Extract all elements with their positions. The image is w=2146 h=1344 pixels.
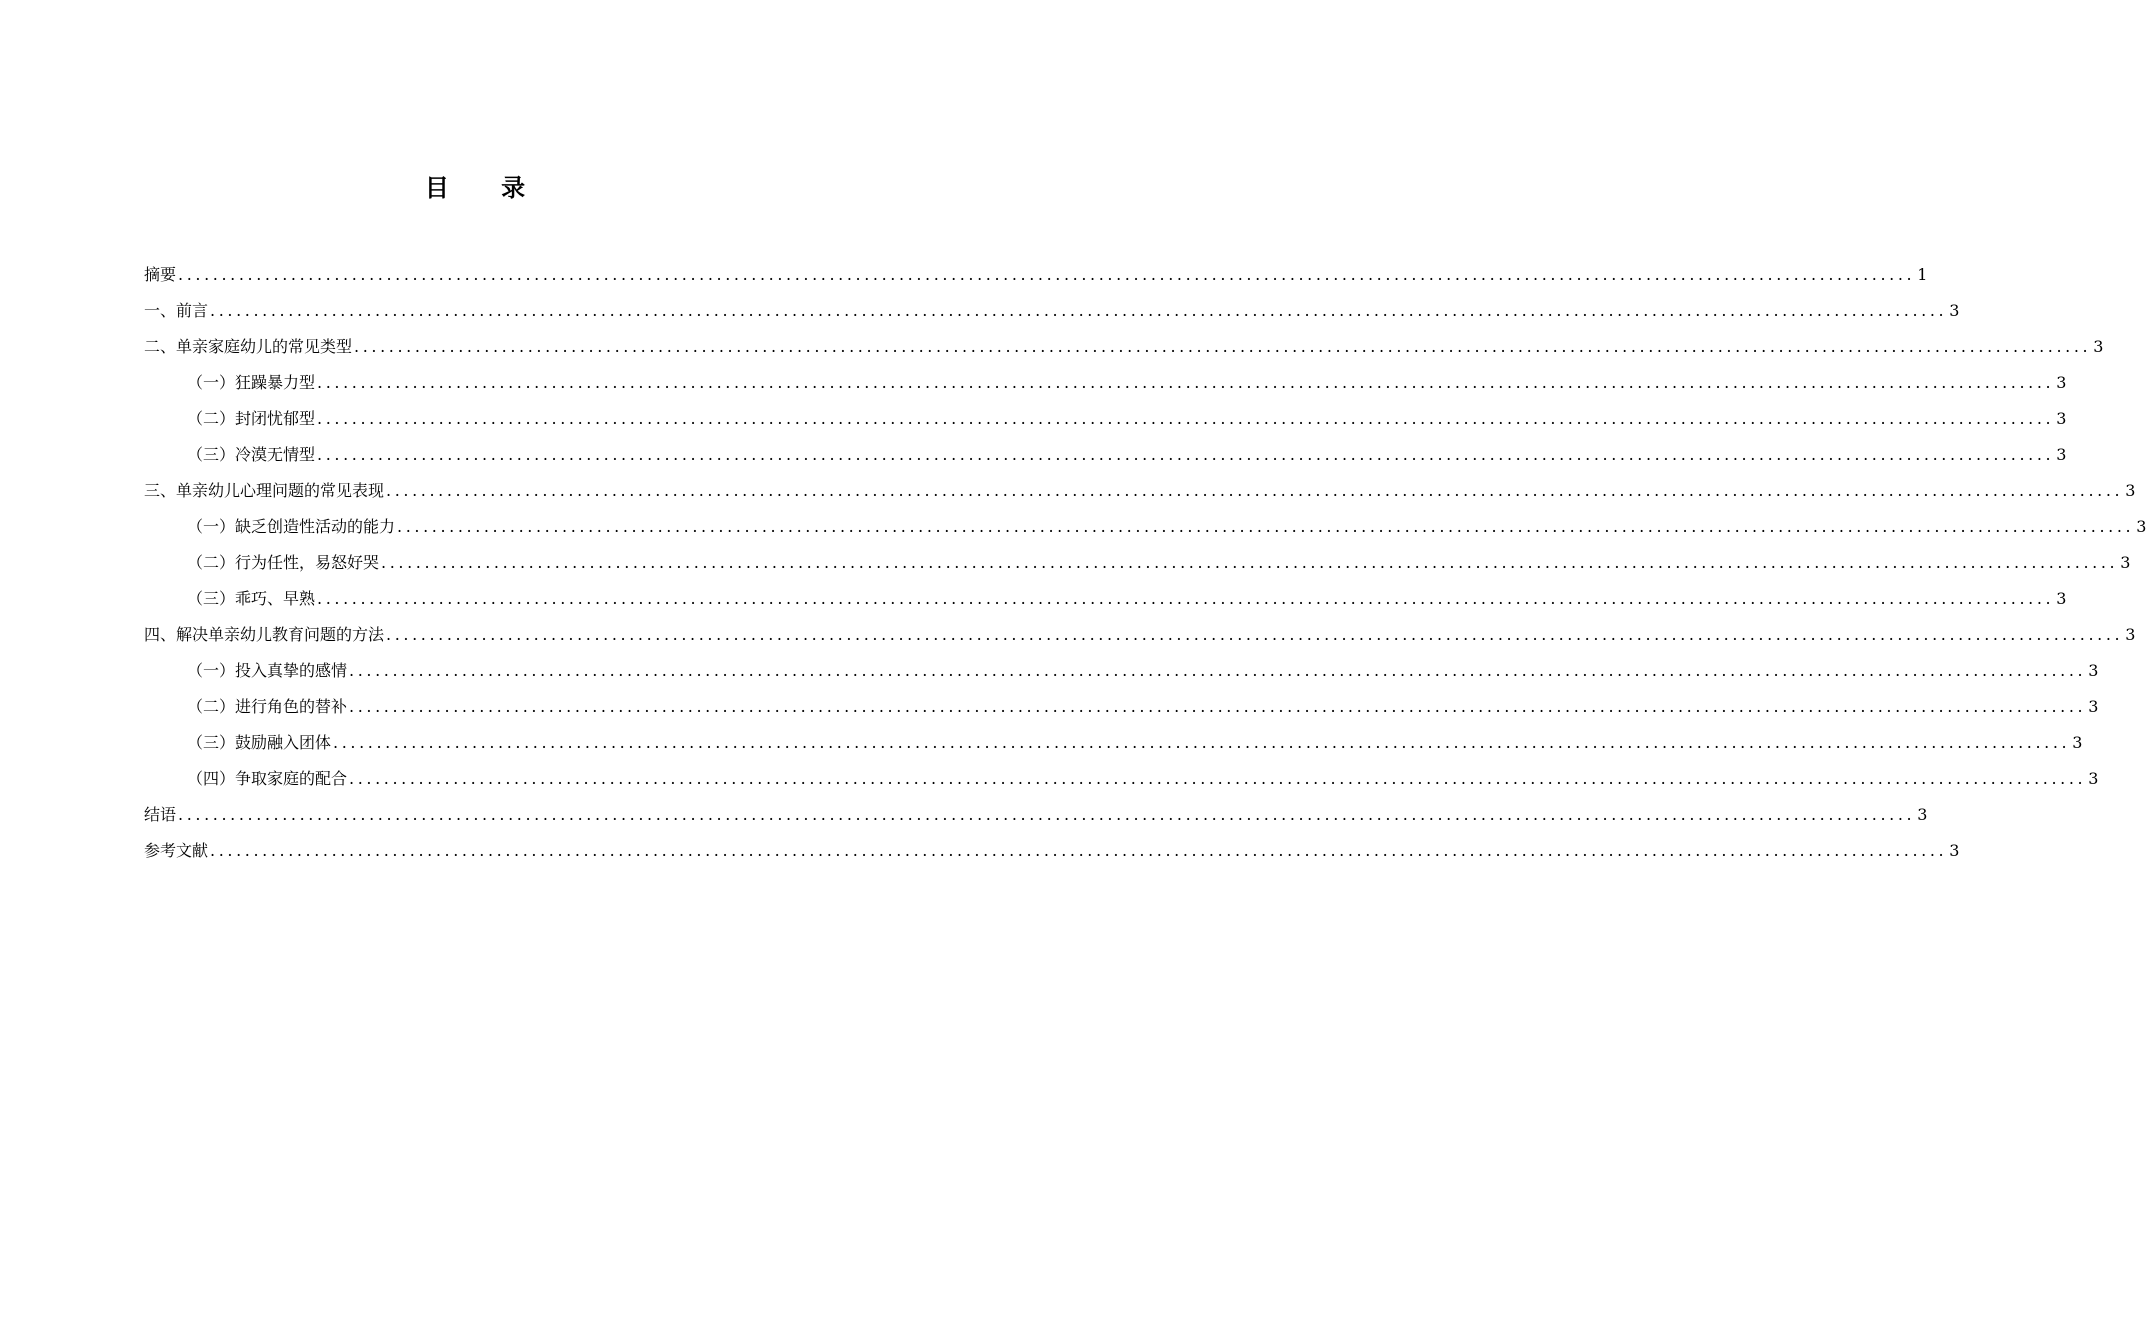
toc-dot-leader: ........................................................................................................................................................................................................: [317, 445, 2055, 464]
toc-entry-page-number: 3: [2125, 481, 2136, 500]
toc-dot-leader: ........................................................................................................................................................................................................: [386, 481, 2124, 500]
toc-entry[interactable]: [144, 545, 2131, 581]
toc-dot-leader: ........................................................................................................................................................................................................: [354, 337, 2092, 356]
toc-entry-page-number: 3: [2136, 517, 2146, 536]
toc-entry-page-number: 3: [1949, 301, 1960, 320]
toc-entry[interactable]: [144, 581, 2067, 617]
toc-entry-label: 三、单亲幼儿心理问题的常见表现: [144, 481, 385, 500]
toc-dot-leader: ........................................................................................................................................................................................................: [349, 697, 2087, 716]
toc-entry-label: 四、解决单亲幼儿教育问题的方法: [144, 625, 385, 644]
toc-dot-leader: ........................................................................................................................................................................................................: [317, 409, 2055, 428]
toc-entry-page-number: 3: [2088, 661, 2099, 680]
toc-dot-leader: ........................................................................................................................................................................................................: [349, 769, 2087, 788]
toc-dot-leader: ........................................................................................................................................................................................................: [178, 805, 1916, 824]
toc-entry[interactable]: [144, 365, 2067, 401]
toc-dot-leader: ........................................................................................................................................................................................................: [386, 625, 2124, 644]
toc-entry[interactable]: [144, 473, 2136, 509]
toc-entry[interactable]: [144, 401, 2067, 437]
toc-dot-leader: ........................................................................................................................................................................................................: [381, 553, 2119, 572]
toc-entry[interactable]: [144, 653, 2099, 689]
toc-entry-label: （三）冷漠无情型: [187, 445, 316, 464]
toc-entry-label: （二）行为任性，易怒好哭: [187, 553, 380, 572]
toc-entry-page-number: 3: [2056, 373, 2067, 392]
toc-entry-label: 摘要: [144, 265, 177, 284]
toc-entry-page-number: 3: [2120, 553, 2131, 572]
toc-entry-page-number: 3: [2125, 625, 2136, 644]
toc-entry-label: （三）鼓励融入团体: [187, 733, 332, 752]
toc-dot-leader: ........................................................................................................................................................................................................: [178, 265, 1916, 284]
toc-list: [144, 257, 2146, 869]
toc-entry[interactable]: [144, 617, 2136, 653]
toc-entry-page-number: 3: [2072, 733, 2083, 752]
toc-entry-page-number: 3: [2056, 445, 2067, 464]
toc-dot-leader: ........................................................................................................................................................................................................: [333, 733, 2071, 752]
toc-entry-label: 参考文献: [144, 841, 209, 860]
toc-entry-label: （一）缺乏创造性活动的能力: [187, 517, 396, 536]
toc-entry[interactable]: [144, 797, 1928, 833]
toc-entry[interactable]: [144, 437, 2067, 473]
toc-dot-leader: ........................................................................................................................................................................................................: [349, 661, 2087, 680]
toc-entry[interactable]: [144, 329, 2104, 365]
toc-dot-leader: ........................................................................................................................................................................................................: [317, 589, 2055, 608]
toc-title: 目 录: [424, 174, 548, 202]
toc-entry-page-number: 3: [2088, 769, 2099, 788]
toc-entry-page-number: 3: [1949, 841, 1960, 860]
toc-entry-label: （一）狂躁暴力型: [187, 373, 316, 392]
toc-dot-leader: ........................................................................................................................................................................................................: [210, 301, 1948, 320]
toc-entry-page-number: 3: [2056, 589, 2067, 608]
toc-dot-leader: ........................................................................................................................................................................................................: [397, 517, 2135, 536]
toc-dot-leader: ........................................................................................................................................................................................................: [317, 373, 2055, 392]
toc-entry-page-number: 1: [1917, 265, 1928, 284]
toc-entry[interactable]: [144, 833, 1960, 869]
toc-entry-label: 一、前言: [144, 301, 209, 320]
toc-entry-page-number: 3: [2056, 409, 2067, 428]
toc-dot-leader: ........................................................................................................................................................................................................: [210, 841, 1948, 860]
toc-entry[interactable]: [144, 509, 2146, 545]
toc-entry-label: （四）争取家庭的配合: [187, 769, 348, 788]
toc-entry-label: 二、单亲家庭幼儿的常见类型: [144, 337, 353, 356]
toc-entry-page-number: 3: [2088, 697, 2099, 716]
toc-entry[interactable]: [144, 725, 2083, 761]
toc-entry-label: （二）进行角色的替补: [187, 697, 348, 716]
toc-entry-page-number: 3: [1917, 805, 1928, 824]
toc-entry[interactable]: [144, 761, 2099, 797]
toc-entry-label: 结语: [144, 805, 177, 824]
toc-entry[interactable]: [144, 689, 2099, 725]
toc-entry-label: （三）乖巧、早熟: [187, 589, 316, 608]
toc-entry[interactable]: [144, 257, 1928, 293]
toc-entry-label: （一）投入真挚的感情: [187, 661, 348, 680]
toc-entry-label: （二）封闭忧郁型: [187, 409, 316, 428]
toc-entry[interactable]: [144, 293, 1960, 329]
toc-entry-page-number: 3: [2093, 337, 2104, 356]
